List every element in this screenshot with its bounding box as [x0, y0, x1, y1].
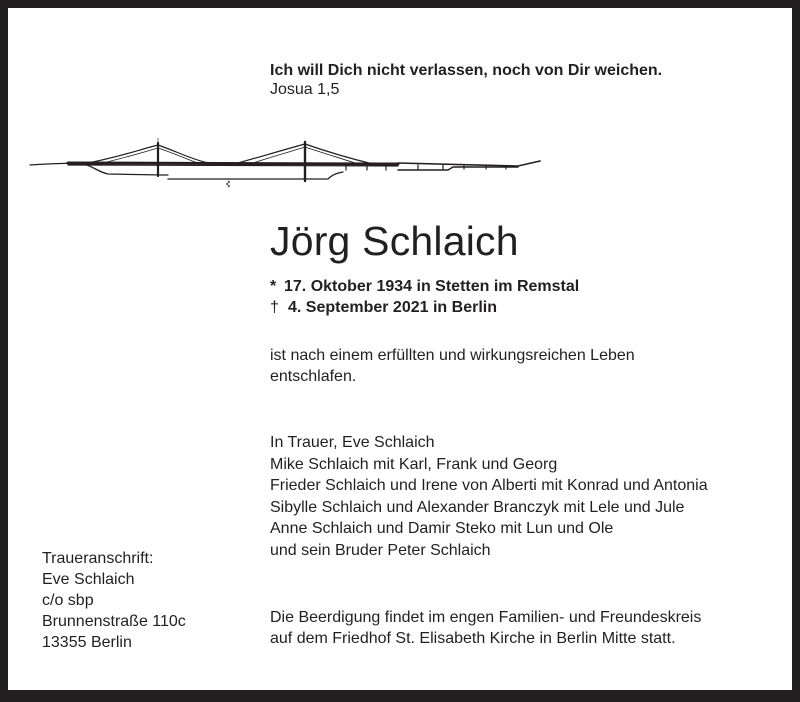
- funeral-line: auf dem Friedhof St. Elisabeth Kirche in Berlin Mitte statt.: [270, 630, 676, 647]
- death-date: 4. September 2021 in Berlin: [288, 299, 497, 316]
- birth-row: [270, 276, 579, 297]
- bridge-drawing-icon: [28, 128, 568, 198]
- address-line: Brunnenstraße 110c: [42, 613, 186, 630]
- death-cross-icon: †: [270, 299, 279, 316]
- mourner-line: Frieder Schlaich und Irene von Alberti mit Konrad und Antonia: [270, 477, 708, 494]
- statement: [270, 345, 635, 387]
- death-row: [270, 297, 579, 318]
- birth-date: 17. Oktober 1934 in Stetten im Remstal: [284, 278, 580, 295]
- mourners-list: [270, 432, 708, 561]
- address-line: c/o sbp: [42, 592, 94, 609]
- address-line: 13355 Berlin: [42, 634, 132, 651]
- funeral-notice: [270, 607, 701, 649]
- mourner-line: In Trauer, Eve Schlaich: [270, 434, 435, 451]
- mourning-address: [42, 548, 186, 653]
- statement-line: ist nach einem erfüllten und wirkungsreichen Leben: [270, 347, 635, 364]
- funeral-line: Die Beerdigung findet im engen Familien- und Freundeskreis: [270, 609, 702, 626]
- statement-line: entschlafen.: [270, 368, 357, 385]
- motto-quote: Ich will Dich nicht verlassen, noch von Dir weichen.: [270, 62, 663, 79]
- mourner-line: Sibylle Schlaich und Alexander Branczyk mit Lele und Jule: [270, 498, 685, 516]
- deceased-name: Jörg Schlaich: [270, 218, 519, 264]
- obituary-notice: [8, 8, 792, 690]
- address-line: Eve Schlaich: [42, 571, 135, 588]
- birth-star-icon: *: [270, 278, 277, 295]
- mourner-line: Mike Schlaich mit Karl, Frank und Georg: [270, 455, 558, 473]
- life-dates: [270, 276, 579, 318]
- address-label: Traueranschrift:: [42, 550, 154, 567]
- motto-reference: Josua 1,5: [270, 81, 340, 98]
- mourner-line: und sein Bruder Peter Schlaich: [270, 541, 491, 559]
- mourner-line: Anne Schlaich und Damir Steko mit Lun und Ole: [270, 520, 614, 537]
